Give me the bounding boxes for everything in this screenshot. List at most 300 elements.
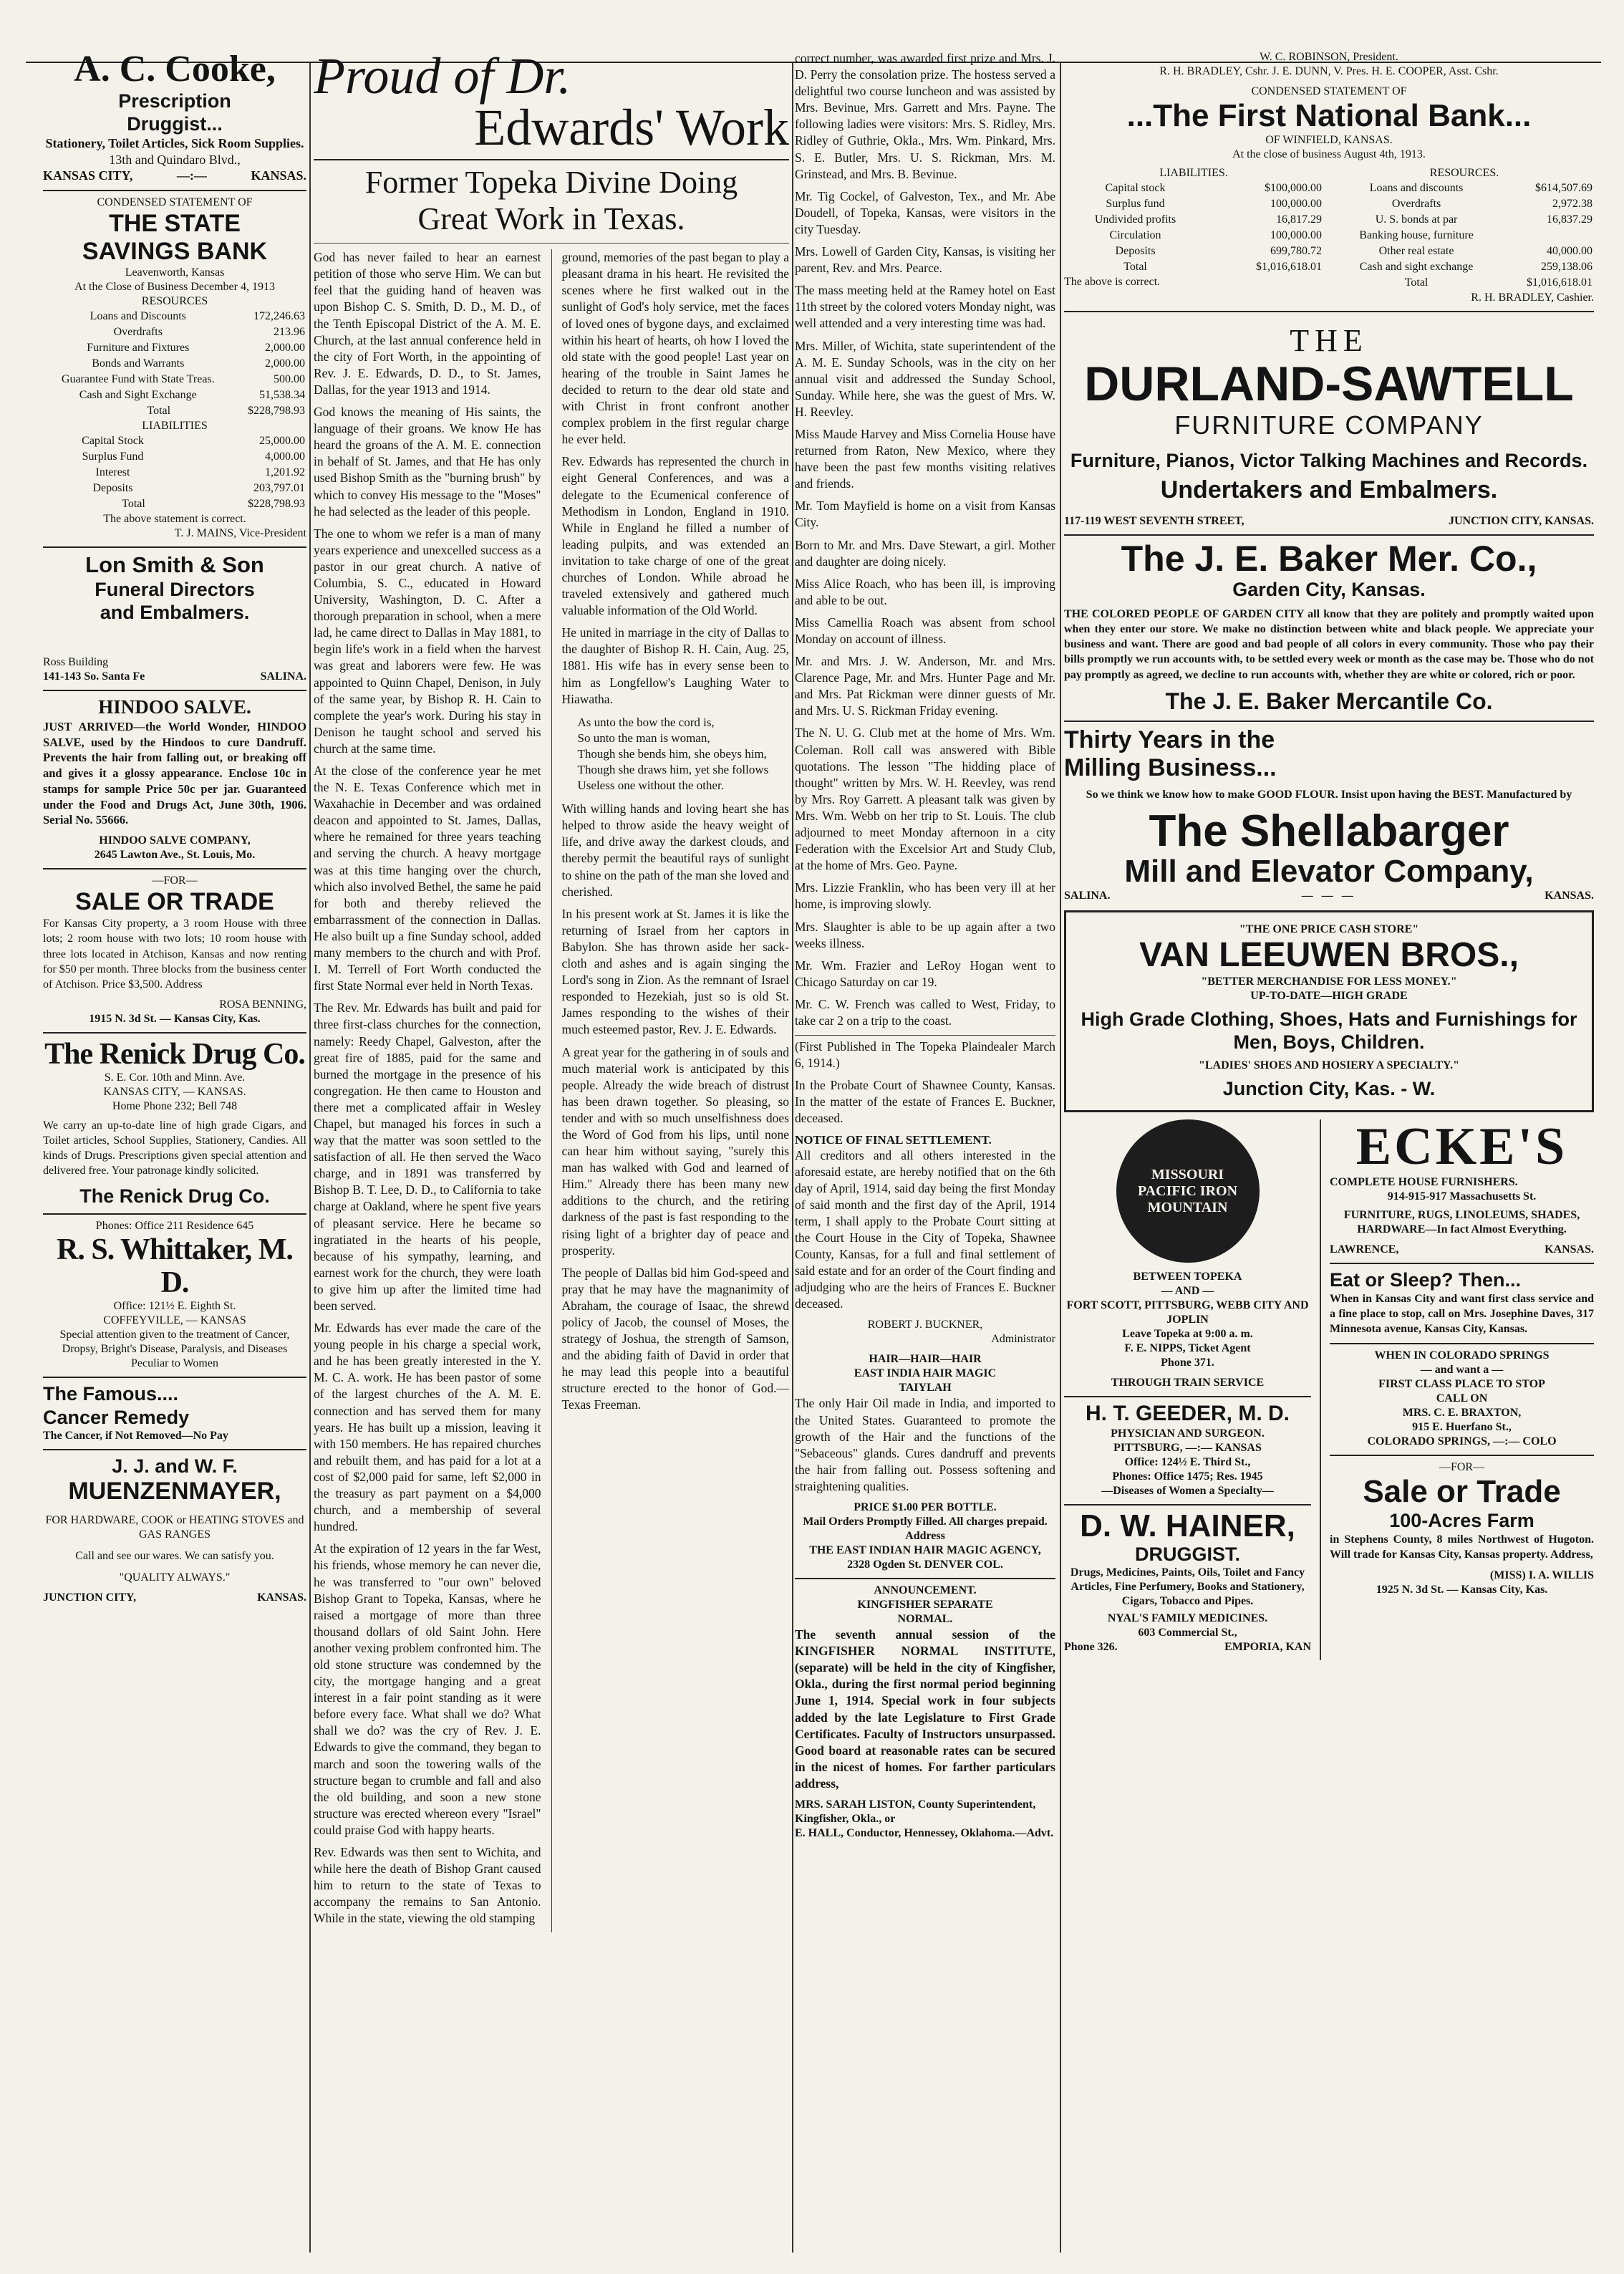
legal-signature xyxy=(795,1318,1055,1346)
hainer-phone: Phone 326. xyxy=(1064,1641,1118,1654)
bank-liabilities xyxy=(1064,166,1323,305)
cancer-remedy-ad xyxy=(43,1382,306,1443)
missouri-line3: FORT SCOTT, PITTSBURG, WEBB CITY AND JOPLIN xyxy=(1066,1299,1309,1326)
baker-body: THE COLORED PEOPLE OF GARDEN CITY all know that they are politely and promptly waited upon when they enter our store. We make no distinction between white and black people. We appreciate your business and want. There are good and bad people of all colors in every community. Those who pay their bills promptly we run accounts with, to be settled every week or month as the case may be. Those who do not pay promptly as agreed, we decline to run accounts with, whether they are white or colored, rich or poor. xyxy=(1064,608,1594,681)
lower-ads-right xyxy=(1330,1119,1594,1660)
row-value: 172,246.63 xyxy=(253,310,305,323)
local-item: Mrs. Miller, of Wichita, state superintendent of the A. M. E. Sunday Schools, was in the city on her annual visit and addressed the Sunday School, Sunday. While here, she was the guest of Mrs. W. H. Reevley. xyxy=(795,338,1055,419)
renick-footer: The Renick Drug Co. xyxy=(79,1185,270,1207)
local-item: Mr. Wm. Frazier and LeRoy Hogan went to Chicago Saturday on car 19. xyxy=(795,958,1055,989)
renick-address: S. E. Cor. 10th and Minn. Ave. xyxy=(104,1071,246,1084)
durland-city: JUNCTION CITY, KANSAS. xyxy=(1448,515,1594,528)
hindoo-head: HINDOO SALVE. xyxy=(98,696,251,718)
shellabarger-line2: Milling Business... xyxy=(1064,753,1277,781)
baker-footer: The J. E. Baker Mercantile Co. xyxy=(1165,688,1493,714)
article-paragraph: With willing hands and loving heart she has helped to throw aside the heavy weight of life, and drive away the darkest clouds, and thereby permit the beautiful rays of sunlight to shine on the path of the man she loved and cherished. xyxy=(561,801,789,899)
legal-role: Administrator xyxy=(991,1333,1055,1346)
row-value: 2,000.00 xyxy=(265,357,305,370)
bank-kicker: CONDENSED STATEMENT OF xyxy=(1251,85,1407,97)
savings-liabilities-table xyxy=(43,433,306,512)
column-4 xyxy=(1064,50,1594,2253)
poem-line: As unto the bow the cord is, xyxy=(577,715,715,729)
colorado-line2: — and want a — xyxy=(1420,1363,1504,1376)
shellabarger-city: SALINA. xyxy=(1064,890,1111,902)
muenzenmayer-ad xyxy=(43,1455,306,1604)
article-paragraph: The Rev. Mr. Edwards has built and paid for three first-class churches for the connection, namely: Reedy Chapel, Galveston, after the great fire of 1885, paid for the same and burned the mortgage in the presence of his congregation. He then came to Houston and there met a complicated affair in Wesley Chapel, but managed his forces in such a way that the matter was soon settled to the satisfaction of all. He then served the Waco charge, and in 1891 was transferred by Bishop B. T. Lee, D. D., to California to take charge at Oakland, where he spent five years of pleasant service. Here he became so ingratiated in the hearts of his people, because of his sympathy, learning, and earnest work for the church, they were loath to give him up after the limited time had been served. xyxy=(314,1001,541,1313)
row-value: $614,507.69 xyxy=(1535,182,1592,195)
renick-drug-ad xyxy=(43,1038,306,1208)
vanleeuwen-name: VAN LEEUWEN BROS., xyxy=(1139,936,1519,975)
row-value: $228,798.93 xyxy=(248,498,305,511)
lonsmith-city: SALINA. xyxy=(260,670,306,683)
row-label: Total xyxy=(1404,276,1429,289)
shellabarger-name-1: The Shellabarger xyxy=(1149,806,1509,856)
muenzenmayer-motto: "QUALITY ALWAYS." xyxy=(119,1571,231,1584)
hair-orders: Mail Orders Promptly Filled. All charges prepaid. Address xyxy=(803,1516,1048,1543)
local-item: The N. U. G. Club met at the home of Mrs. Wm. Coleman. Roll call was answered with Bible quotations. The lesson "The hidding place of thought" written by Mrs. W. H. Reevley, was rend by Mrs. Roy Garrett. A pleasant talk was given by Mrs. Wm. Webb on her trip to St. Louis. The club adjourned to meet Monday afternoon in a city Federation with the Excelsior Art and Study Club, at the home of Mrs. Geo. Payne. xyxy=(795,726,1055,873)
lonsmith-address-1: Ross Building xyxy=(43,656,109,669)
row-label: Capital Stock xyxy=(82,435,144,448)
missouri-agent: F. E. NIPPS, Ticket Agent xyxy=(1124,1342,1251,1355)
vanleeuwen-slogan: "BETTER MERCHANDISE FOR LESS MONEY." xyxy=(1201,975,1457,988)
local-item: The mass meeting held at the Ramey hotel on East 11th street by the colored voters Monday night, was well attended and a very interesting time was had. xyxy=(795,283,1055,331)
table-row xyxy=(1335,196,1594,212)
geeder-city: PITTSBURG, —:— KANSAS xyxy=(1113,1441,1262,1454)
article-paragraph: The one to whom we refer is a man of many years experience and unexcelled success as a pastor in our great church. A native of Columbia, S. C., educated in Howard University, Washington, D. C. After a thorough preparation in school, when a mere lad, he came direct to Dallas in May 1881, to begin life's work in a field when the harvest was great and laborers were few. He was appointed to Quinn Chapel, Denison, in July of the same year, by Bishop R. H. Cain to complete the year's work. During his stay in Denison he taught school and served his church at the same time. xyxy=(314,526,541,756)
poem-line: Though she bends him, she obeys him, xyxy=(577,746,767,761)
renick-phones: Home Phone 232; Bell 748 xyxy=(112,1100,238,1113)
row-value: 40,000.00 xyxy=(1547,245,1592,258)
shellabarger-body: So we think we know how to make GOOD FLOUR. Insist upon having the BEST. Manufactured by xyxy=(1086,788,1572,801)
durland-the: THE xyxy=(1290,323,1368,359)
column-1 xyxy=(43,50,306,2253)
table-row xyxy=(43,403,306,419)
hair-head-2: EAST INDIA HAIR MAGIC xyxy=(854,1367,997,1380)
row-label: Surplus Fund xyxy=(82,451,144,463)
deck-line-2: Great Work in Texas. xyxy=(417,201,685,236)
sale-name: ROSA BENNING, xyxy=(219,998,306,1011)
shellabarger-state: KANSAS. xyxy=(1545,890,1594,902)
row-label: Deposits xyxy=(1115,245,1156,258)
row-label: U. S. bonds at par xyxy=(1375,213,1458,226)
muenzenmayer-body: FOR HARDWARE, COOK or HEATING STOVES and GAS RANGES xyxy=(45,1513,304,1541)
table-row xyxy=(1064,244,1323,259)
divider xyxy=(1064,1396,1311,1397)
table-row xyxy=(43,309,306,324)
article-poem xyxy=(562,715,790,794)
durland-line1: Furniture, Pianos, Victor Talking Machines and Records. xyxy=(1070,449,1588,471)
announcement xyxy=(795,1584,1055,1841)
ecke-city: LAWRENCE, xyxy=(1330,1243,1399,1256)
divider xyxy=(43,190,306,191)
shellabarger-ad: Thirty Years in the Milling Business... So we think we know how to make GOOD FLOUR. Insist upon having the BEST. Manufactured by The Shellabarger Mill and Elevator Company, SALINA. — — — KANSAS. xyxy=(1064,726,1594,902)
lon-smith-ad xyxy=(43,552,306,684)
durland-address: 117-119 WEST SEVENTH STREET, xyxy=(1064,515,1244,528)
vanleeuwen-line1: High Grade Clothing, Shoes, Hats and Furnishings for Men, Boys, Children. xyxy=(1081,1008,1577,1054)
article-paragraph: Rev. Edwards has represented the church in eight General Conferences, and was a delegate to the Ecumenical conference of Methodism in London, England in 1910. While in England he filled a number of leading pulpits, and was extended an invitation to take charge of one of the great churches of London. While abroad he traveled extensively and gathered much valuable information of the Old World. xyxy=(561,454,789,618)
bank-location: OF WINFIELD, KANSAS. xyxy=(1265,134,1393,147)
ecke-ad xyxy=(1330,1119,1594,1257)
table-row xyxy=(1064,259,1323,275)
hair-head-1: HAIR—HAIR—HAIR xyxy=(869,1353,982,1366)
missouri-pacific-ad xyxy=(1064,1119,1311,1390)
savings-signer: T. J. MAINS, Vice-President xyxy=(174,527,306,540)
article-col-left xyxy=(314,249,541,1932)
table-row xyxy=(43,433,306,449)
farm-sale-ad xyxy=(1330,1460,1594,1597)
divider xyxy=(43,1213,306,1215)
local-item: Mrs. Lowell of Garden City, Kansas, is visiting her parent, Rev. and Mrs. Pearce. xyxy=(795,244,1055,276)
hainer-name: D. W. HAINER, xyxy=(1080,1508,1295,1543)
bank-statement xyxy=(1064,166,1594,305)
row-value: 203,797.01 xyxy=(253,482,305,495)
sale-body: For Kansas City property, a 3 room House with three lots; 2 room house with two lots; 10 room house with three lots located in Atchison, Kansas and now renting for $50 per month. Three blocks from the business center of Atchison. Price $3,500. Address xyxy=(43,917,306,991)
emblem-text: MISSOURI PACIFIC IRON MOUNTAIN xyxy=(1137,1166,1238,1215)
article-paragraph: At the expiration of 12 years in the far West, his friends, whose memory he can never die, he was transferred to "our own" beloved Bishop Grant to Topeka, Kansas, where he raised a mortgage of more than three thousand dollars of old Saint John. Here another vexing problem confronted him. The old stone structure was condemned by the city, the mortgage hanging and a great interest in a fair point standing as it were before every face. What shall we do? What shall we do? was the cry of Rev. J. E. Edwards to give the command, they began to march and soon the towering walls of the structure began to crumble and fall and also the old building, and soon a new stone structure was erected whereon every "Israel" could praise God with happy hearts. xyxy=(314,1541,541,1837)
table-row xyxy=(43,340,306,356)
bank-officers-2: R. H. BRADLEY, Cshr. J. E. DUNN, V. Pres. H. E. COOPER, Asst. Cshr. xyxy=(1159,65,1499,77)
table-row xyxy=(1335,244,1594,259)
row-label: Surplus fund xyxy=(1106,198,1165,211)
divider xyxy=(43,690,306,691)
row-value: 4,000.00 xyxy=(265,451,305,463)
article-paragraph: At the close of the conference year he met the N. E. Texas Conference which met in Waxahachie in December and was ordained deacon and appointed to St. James, Dallas, where he remained for three years teaching and serving the church. A heavy mortgage was at this time hanging over the church, which also involved Bethel, the same he paid for both and thereby relieved the embarrassment of the connection in Dallas. He also built up a fine Sunday school, added many members to the church and with Prof. I. M. Terrell of Fort Worth conducted the first State Normal ever held in North Texas. xyxy=(314,763,541,993)
cooke-line1: Prescription xyxy=(118,90,231,112)
local-item: Born to Mr. and Mrs. Dave Stewart, a girl. Mother and daughter are doing nicely. xyxy=(795,537,1055,569)
geeder-ad xyxy=(1064,1402,1311,1498)
farm-address: 1925 N. 3d St. — Kansas City, Kas. xyxy=(1376,1583,1548,1596)
first-national-bank-ad xyxy=(1064,50,1594,305)
cooke-line3: Stationery, Toilet Articles, Sick Room Supplies. xyxy=(45,136,304,151)
row-label: Furniture and Fixtures xyxy=(87,342,190,355)
durland-name: DURLAND-SAWTELL xyxy=(1084,357,1574,412)
ecke-state: KANSAS. xyxy=(1545,1243,1594,1256)
table-row xyxy=(1335,180,1594,196)
local-item: Miss Camellia Roach was absent from school Monday on account of illness. xyxy=(795,615,1055,646)
legal-signer: ROBERT J. BUCKNER, xyxy=(867,1319,983,1331)
lower-ads xyxy=(1064,1119,1594,1660)
geeder-office: Office: 124½ E. Third St., xyxy=(1124,1455,1251,1468)
announcement-sub-2: NORMAL. xyxy=(897,1613,953,1626)
vanleeuwen-sub: UP-TO-DATE—HIGH GRADE xyxy=(1250,989,1408,1002)
cooke-city: KANSAS CITY, xyxy=(43,168,133,183)
article-paragraph: Rev. Edwards was then sent to Wichita, and while here the death of Bishop Grant caused him to return to the state of Texas to accompany the remains to San Antonio. While in the state, viewing the old stamping xyxy=(314,1845,541,1926)
row-value: 500.00 xyxy=(274,373,305,386)
row-label: Loans and discounts xyxy=(1369,182,1464,195)
local-item: correct number, was awarded first prize and Mrs. J. D. Perry the consolation prize. The hostess served a delightful two course luncheon and was assisted by Mrs. Bevinue, Mrs. Garrett and Mrs. Payne. The following ladies were visitors: Mrs. S. Ridley, Mrs. Ridley of Guthrie, Okla., Mrs. Wm. Pinkard, Mrs. S. E. Butler, Mrs. U. S. Rickman, Mrs. M. Grinstead, and Mrs. B. Bevinue. xyxy=(795,51,1055,181)
hair-price: PRICE $1.00 PER BOTTLE. xyxy=(854,1501,997,1514)
row-value: 213.96 xyxy=(274,326,305,339)
missouri-line2: — AND — xyxy=(1161,1285,1214,1298)
row-label: Banking house, furniture xyxy=(1359,229,1474,242)
hindoo-salve-ad xyxy=(43,695,306,862)
cancer-line1: The Famous.... xyxy=(43,1383,179,1405)
row-label: Loans and Discounts xyxy=(90,310,186,323)
muenzenmayer-line1: J. J. and W. F. xyxy=(112,1455,238,1478)
row-value: $228,798.93 xyxy=(248,405,305,418)
legal-publication: (First Published in The Topeka Plaindealer March 6, 1914.) xyxy=(795,1039,1055,1071)
farm-sub: 100-Acres Farm xyxy=(1389,1509,1534,1531)
announcement-signer-1: MRS. SARAH LISTON, County Superintendent, Kingfisher, Okla., or xyxy=(795,1798,1036,1825)
row-value: 1,201.92 xyxy=(265,466,305,479)
poem-line: Useless one without the other. xyxy=(577,779,724,793)
row-value: 2,972.38 xyxy=(1552,198,1592,211)
farm-kicker: —FOR— xyxy=(1439,1460,1485,1473)
table-row xyxy=(1064,180,1323,196)
local-item: Mr. Tig Cockel, of Galveston, Tex., and Mr. Abe Doudell, of Topeka, Kansas, were visitors in the city Tuesday. xyxy=(795,188,1055,236)
geeder-specialty: —Diseases of Women a Specialty— xyxy=(1101,1484,1274,1497)
row-label: Overdrafts xyxy=(113,326,163,339)
missouri-line1: BETWEEN TOPEKA xyxy=(1133,1271,1242,1283)
farm-name: (MISS) I. A. WILLIS xyxy=(1489,1569,1594,1581)
table-row xyxy=(1064,212,1323,228)
table-row xyxy=(43,372,306,387)
ecke-body: FURNITURE, RUGS, LINOLEUMS, SHADES, HARDWARE—In fact Almost Everything. xyxy=(1343,1208,1580,1235)
row-label: Cash and Sight Exchange xyxy=(79,389,197,402)
divider xyxy=(43,1032,306,1034)
vanleeuwen-specialty: "LADIES' SHOES AND HOSIERY A SPECIALTY." xyxy=(1199,1059,1459,1071)
lonsmith-line2: and Embalmers. xyxy=(100,602,250,624)
colorado-line1: WHEN IN COLORADO SPRINGS xyxy=(1374,1349,1550,1362)
divider xyxy=(1064,721,1594,722)
baker-city: Garden City, Kansas. xyxy=(1232,578,1426,600)
bank-liabilities-table xyxy=(1064,180,1323,275)
hainer-city: EMPORIA, KAN xyxy=(1224,1641,1311,1654)
eat-head: Eat or Sleep? Then... xyxy=(1330,1268,1522,1291)
hindoo-body: JUST ARRIVED—the World Wonder, HINDOO SALVE, used by the Hindoos to cure Dandruff. Prevents the hair from falling out, or breaking off and gives it a glossy appearance. Enclose 10c in stamps for sample Price 50c per jar. Guaranteed under the Food and Drugs Act, June 30th, 1906. Serial No. 55666. xyxy=(43,719,306,827)
local-item: Miss Alice Roach, who has been ill, is improving and able to be out. xyxy=(795,576,1055,607)
headline-line-2: Edwards' Work xyxy=(474,99,789,156)
colorado-line4: CALL ON xyxy=(1436,1392,1488,1405)
hair-company: THE EAST INDIAN HAIR MAGIC AGENCY, xyxy=(809,1544,1041,1557)
hainer-address: 603 Commercial St., xyxy=(1138,1627,1237,1639)
geeder-sub: PHYSICIAN AND SURGEON. xyxy=(1111,1427,1265,1440)
article-paragraph: He united in marriage in the city of Dallas to the daughter of Bishop R. H. Cain, Aug. 25, 1881. His wife has in every sense been to him as Longfellow's Laughing Water to Hiawatha. xyxy=(561,625,789,706)
announcement-body: The seventh annual session of the KINGFISHER NORMAL INSTITUTE, (separate) will be held in the city of Kingfisher, Okla., during the first normal period beginning June 1, 1914. Special work in four subjects added by the late Legislature to First Grade Certificates. Faculty of Instructors unsurpassed. Good board at reasonable rates can be secured in the nicest of homes. For farther particulars address, xyxy=(795,1627,1055,1791)
cooke-name: A. C. Cooke, xyxy=(74,50,276,90)
divider xyxy=(1064,311,1594,312)
durland-sub: FURNITURE COMPANY xyxy=(1174,410,1484,440)
cooke-ad: A. C. Cooke, Prescription Druggist... Stationery, Toilet Articles, Sick Room Supplies. 13th and Quindaro Blvd., KANSAS CITY, —:— KANSAS. xyxy=(43,50,306,183)
savings-location: Leavenworth, Kansas xyxy=(125,266,225,279)
baker-ad xyxy=(1064,540,1594,714)
divider xyxy=(314,243,789,244)
article-paragraph: God knows the meaning of His saints, the language of their groans. We know He has heard the groans of the A. M. E. connection in behalf of St. James, and that He has only used Bishop Smith as the "burning brush" by which to convey His message to the "Moses" he had selected as the leader of this people. xyxy=(314,405,541,519)
article-body xyxy=(314,249,789,1932)
renick-city: KANSAS CITY, — KANSAS. xyxy=(103,1086,246,1099)
article-paragraph: A great year for the gathering in of souls and much material work is anticipated by this people. Already the wide breach of distrust has been drawn together. So pleasing, so tender and with so much unselfishness does the Word of God from his lips, until none can hear him without saying, "surely this man has walked with God and learned of Him." Already there has been many new additions to the church, and the retiring darkness of the past is fast responding to the rising light of a brighter day of peace and prosperity. xyxy=(561,1044,789,1258)
whittaker-body: Special attention given to the treatment of Cancer, Dropsy, Bright's Disease, Paralysis, and Diseases Peculiar to Women xyxy=(59,1329,290,1370)
table-row xyxy=(1064,196,1323,212)
row-label: Total xyxy=(1123,261,1147,274)
baker-name: The J. E. Baker Mer. Co., xyxy=(1121,539,1537,579)
article-column xyxy=(314,50,789,2253)
article-col-right xyxy=(562,249,790,1932)
shellabarger-name-2: Mill and Elevator Company, xyxy=(1124,853,1534,889)
cooke-state: KANSAS. xyxy=(251,168,306,183)
colorado-springs-ad xyxy=(1330,1349,1594,1449)
bank-name: ...The First National Bank... xyxy=(1126,98,1532,133)
savings-close: At the Close of Business December 4, 1913 xyxy=(74,281,275,294)
table-row xyxy=(43,496,306,512)
local-item: Mrs. Lizzie Franklin, who has been very ill at her home, is improving slowly. xyxy=(795,880,1055,912)
article-paragraph: Mr. Edwards has ever made the care of the young people in his charge a special work, and he has been greatly interested in the Y. M. C. A. work. He has been pastor of some of the largest churches of the A. M. E. connection and has served them for many years. He has built up a mission, leaving it with 150 members. He has repaired churches and rebuilt them, and has paid for a lot at a cost of $2,000 paid for same, left $2,000 in the treasury as part payment on a $4,000 church, and a membership of several hundred. xyxy=(314,1321,541,1534)
article-deck xyxy=(314,165,789,237)
legal-head: NOTICE OF FINAL SETTLEMENT. xyxy=(795,1132,992,1147)
lower-ads-left xyxy=(1064,1119,1311,1660)
row-value: 100,000.00 xyxy=(1270,198,1322,211)
renick-body: We carry an up-to-date line of high grade Cigars, and Toilet articles, School Supplies, Stationery, Candies. All kinds of Drugs. Prescriptions given special attention and delivered free. Your patronage kindly solicited. xyxy=(43,1119,306,1177)
muenzenmayer-state: KANSAS. xyxy=(257,1591,306,1604)
cooke-address: 13th and Quindaro Blvd., xyxy=(109,152,241,167)
row-label: Bonds and Warrants xyxy=(92,357,185,370)
hainer-sub: DRUGGIST. xyxy=(1134,1543,1240,1565)
article-headline xyxy=(314,50,789,156)
row-label: Overdrafts xyxy=(1391,198,1441,211)
bank-cashier: R. H. BRADLEY, Cashier. xyxy=(1471,292,1594,304)
durland-sawtell-ad xyxy=(1064,322,1594,529)
table-row xyxy=(43,449,306,465)
row-value: 259,138.06 xyxy=(1541,261,1592,274)
hindoo-company: HINDOO SALVE COMPANY, xyxy=(99,834,251,847)
farm-head: Sale or Trade xyxy=(1363,1473,1561,1509)
divider xyxy=(43,1449,306,1450)
divider xyxy=(795,1035,1055,1036)
deck-line-1: Former Topeka Divine Doing xyxy=(364,165,738,200)
ecke-name: ECKE'S xyxy=(1355,1117,1568,1177)
sale-head: SALE OR TRADE xyxy=(75,888,274,916)
table-row xyxy=(1335,212,1594,228)
divider xyxy=(43,546,306,548)
cooke-line2: Druggist... xyxy=(127,112,223,135)
divider xyxy=(314,159,789,160)
article-paragraph: ground, memories of the past began to play a pleasant drama in his heart. He revisited the scenes where he first walked out in the sunlight of God's holy service, met the faces of loved ones of bygone days, and exclaimed within his heart of hearts, oh how I loved the old state with the good people! Last year on hearing of the trouble in Saint James he decided to return to the dear old state and with Christ in front confront another complex problem in the first regular charge he ever held. xyxy=(561,250,789,447)
local-item: Mr. C. W. French was called to West, Friday, to take car 2 on a trip to the coast. xyxy=(795,996,1055,1028)
shellabarger-line1: Thirty Years in the xyxy=(1064,726,1275,753)
row-label: Total xyxy=(147,405,171,418)
bank-resources-table xyxy=(1335,180,1594,291)
hair-body: The only Hair Oil made in India, and imported to the United States. Guaranteed to promote the growth of the Hair and the functions of the "Sebaceous" glands. Cures dandruff and prevents the hair from falling out. Possess softening and straightening qualities. xyxy=(795,1396,1055,1493)
column-rule xyxy=(792,63,793,2253)
local-item: Mr. and Mrs. J. W. Anderson, Mr. and Mrs. Clarence Page, Mr. and Mrs. Hunter Page and Mr. and Mrs. Pat Rickman were dinner guests of Mr. and Mrs. U. S. Rickman Friday evening. xyxy=(795,654,1055,718)
whittaker-city: COFFEYVILLE, — KANSAS xyxy=(103,1314,246,1327)
lonsmith-address-2: 141-143 So. Santa Fe xyxy=(43,670,145,683)
hindoo-address: 2645 Lawton Ave., St. Louis, Mo. xyxy=(94,849,256,862)
row-label: Guarantee Fund with State Treas. xyxy=(61,373,215,386)
missouri-line4: Leave Topeka at 9:00 a. m. xyxy=(1122,1328,1253,1341)
article-paragraph: The people of Dallas bid him God-speed and pray that he may have the magnanimity of Abraham, the courage of Isaac, the shrewd policy of Jacob, the counsel of Moses, the strategy of Joshua, the strength of Samson, and the abiding faith of David in order that he may lead this people into a beautiful structure erected to the honor of God.—Texas Freeman. xyxy=(561,1265,789,1412)
divider xyxy=(43,868,306,869)
table-row xyxy=(43,465,306,481)
divider xyxy=(1330,1455,1594,1456)
local-item: Mr. Tom Mayfield is home on a visit from Kansas City. xyxy=(795,498,1055,530)
column-rule xyxy=(1060,63,1061,2253)
bank-correct: The above is correct. xyxy=(1064,276,1161,289)
row-label: Deposits xyxy=(92,482,133,495)
savings-resources-table xyxy=(43,309,306,419)
hair-address: 2328 Ogden St. DENVER COL. xyxy=(847,1558,1003,1571)
row-value: 699,780.72 xyxy=(1270,245,1322,258)
sale-address: 1915 N. 3d St. — Kansas City, Kas. xyxy=(89,1012,261,1025)
poem-line: So unto the man is woman, xyxy=(577,731,710,745)
farm-body: in Stephens County, 8 miles Northwest of Hugoton. Will trade for Kansas City, Kansas property. Address, xyxy=(1330,1533,1594,1561)
table-row xyxy=(1335,259,1594,275)
lonsmith-line1: Funeral Directors xyxy=(95,578,255,600)
article-paragraph: In his present work at St. James it is like the returning of Israel from her captors in Babylon. She has thrown aside her sack-cloth and ashes and is again singing the Lord's song in Zion. As the remnant of Israel responded to Hezekiah, just so is old St. James responding to the wishes of their much esteemed pastor, Rev. J. E. Edwards. xyxy=(561,906,789,1037)
ecke-sub: COMPLETE HOUSE FURNISHERS. xyxy=(1330,1175,1518,1188)
vanleeuwen-kicker: "THE ONE PRICE CASH STORE" xyxy=(1239,923,1419,936)
savings-liabilities-head: LIABILITIES xyxy=(142,420,208,433)
legal-body: In the Probate Court of Shawnee County, Kansas. In the matter of the estate of Frances E. Buckner, deceased. xyxy=(795,1078,1055,1126)
row-value xyxy=(1498,228,1594,244)
local-item: Mrs. Slaughter is able to be up again after a two weeks illness. xyxy=(795,919,1055,950)
row-label: Total xyxy=(122,498,145,511)
whittaker-phones: Phones: Office 211 Residence 645 xyxy=(95,1219,254,1232)
row-value: 25,000.00 xyxy=(259,435,305,448)
savings-kicker: CONDENSED STATEMENT OF xyxy=(97,196,253,208)
colorado-name: MRS. C. E. BRAXTON, xyxy=(1402,1406,1522,1419)
muenzenmayer-city: JUNCTION CITY, xyxy=(43,1591,137,1604)
table-row xyxy=(43,324,306,340)
table-row xyxy=(1335,275,1594,291)
row-value: 100,000.00 xyxy=(1270,229,1322,242)
hainer-body: Drugs, Medicines, Paints, Oils, Toilet and Fancy Articles, Fine Perfumery, Books and Stationery, Cigars, Tobacco and Pipes. xyxy=(1070,1566,1305,1608)
savings-name-1: THE STATE xyxy=(109,209,241,237)
table-row xyxy=(1064,228,1323,244)
poem-line: Though she draws him, yet she follows xyxy=(577,763,769,776)
legal-body-2: All creditors and all others interested in the aforesaid estate, are hereby notified that on the 6th day of April, 1914, said day being the first Monday of said month and the first day of the April, 1914 term, I shall apply to the Probate Court sitting at the Court House in the City of Topeka, Shawnee County, Kansas, for a full and final settlement of said estate and for an order of the Court finding and adjudging who are the heirs of Frances E. Buckner deceased. xyxy=(795,1147,1055,1311)
announcement-signer-2: E. HALL, Conductor, Hennessey, Oklahoma.—Advt. xyxy=(795,1826,1054,1839)
bank-liabilities-head: LIABILITIES. xyxy=(1159,167,1228,180)
column-3 xyxy=(795,50,1055,2253)
cancer-line2: Cancer Remedy xyxy=(43,1406,190,1428)
divider xyxy=(1330,1263,1594,1264)
bank-resources-head: RESOURCES. xyxy=(1429,167,1499,180)
headline-line-1: Proud of Dr. xyxy=(314,50,571,105)
bank-close: At the close of business August 4th, 1913. xyxy=(1232,148,1426,161)
savings-correct: The above statement is correct. xyxy=(103,513,246,526)
savings-name-2: SAVINGS BANK xyxy=(82,237,268,265)
row-value: $1,016,618.01 xyxy=(1527,276,1592,289)
cancer-line3: The Cancer, if Not Removed—No Pay xyxy=(43,1430,228,1442)
divider xyxy=(795,1578,1055,1579)
table-row xyxy=(43,481,306,496)
row-label: Interest xyxy=(95,466,130,479)
divider xyxy=(1064,1504,1311,1505)
hainer-ad xyxy=(1064,1510,1311,1655)
row-value: $100,000.00 xyxy=(1265,182,1322,195)
eat-body: When in Kansas City and want first class service and a fine place to stop, call on Mrs. Josephine Daves, 317 Minnesota avenue, Kansas City, Kansas. xyxy=(1330,1293,1594,1336)
row-value: 16,817.29 xyxy=(1276,213,1322,226)
hair-head-3: TAIYLAH xyxy=(899,1382,952,1394)
missouri-pacific-emblem xyxy=(1116,1119,1260,1263)
missouri-footer: THROUGH TRAIN SERVICE xyxy=(1111,1377,1265,1389)
table-row xyxy=(43,387,306,403)
announcement-sub-1: KINGFISHER SEPARATE xyxy=(857,1599,993,1611)
muenzenmayer-name: MUENZENMAYER, xyxy=(68,1478,281,1505)
lonsmith-name: Lon Smith & Son xyxy=(85,552,264,578)
sale-or-trade-ad xyxy=(43,874,306,1026)
ecke-address: 914-915-917 Massachusetts St. xyxy=(1387,1190,1537,1203)
missouri-phone: Phone 371. xyxy=(1161,1357,1214,1369)
row-value: 51,538.34 xyxy=(259,389,305,402)
whittaker-ad xyxy=(43,1219,306,1371)
eat-or-sleep-ad xyxy=(1330,1268,1594,1337)
whittaker-name: R. S. Whittaker, M. D. xyxy=(57,1233,293,1300)
whittaker-office: Office: 121½ E. Eighth St. xyxy=(113,1300,236,1313)
colorado-line3: FIRST CLASS PLACE TO STOP xyxy=(1378,1377,1545,1390)
article-paragraph: God has never failed to hear an earnest petition of those who serve Him. We can but feel that the guiding hand of heaven was upon Bishop C. S. Smith, D. D., M. D., of the Tenth Episcopal District of the A. M. E. Church, at the last annual conference held in the city of Fort Worth, in the appointing of Rev. J. E. Edwards, D. D., to St. James, Dallas, for the year 1913 and 1914. xyxy=(314,250,541,397)
